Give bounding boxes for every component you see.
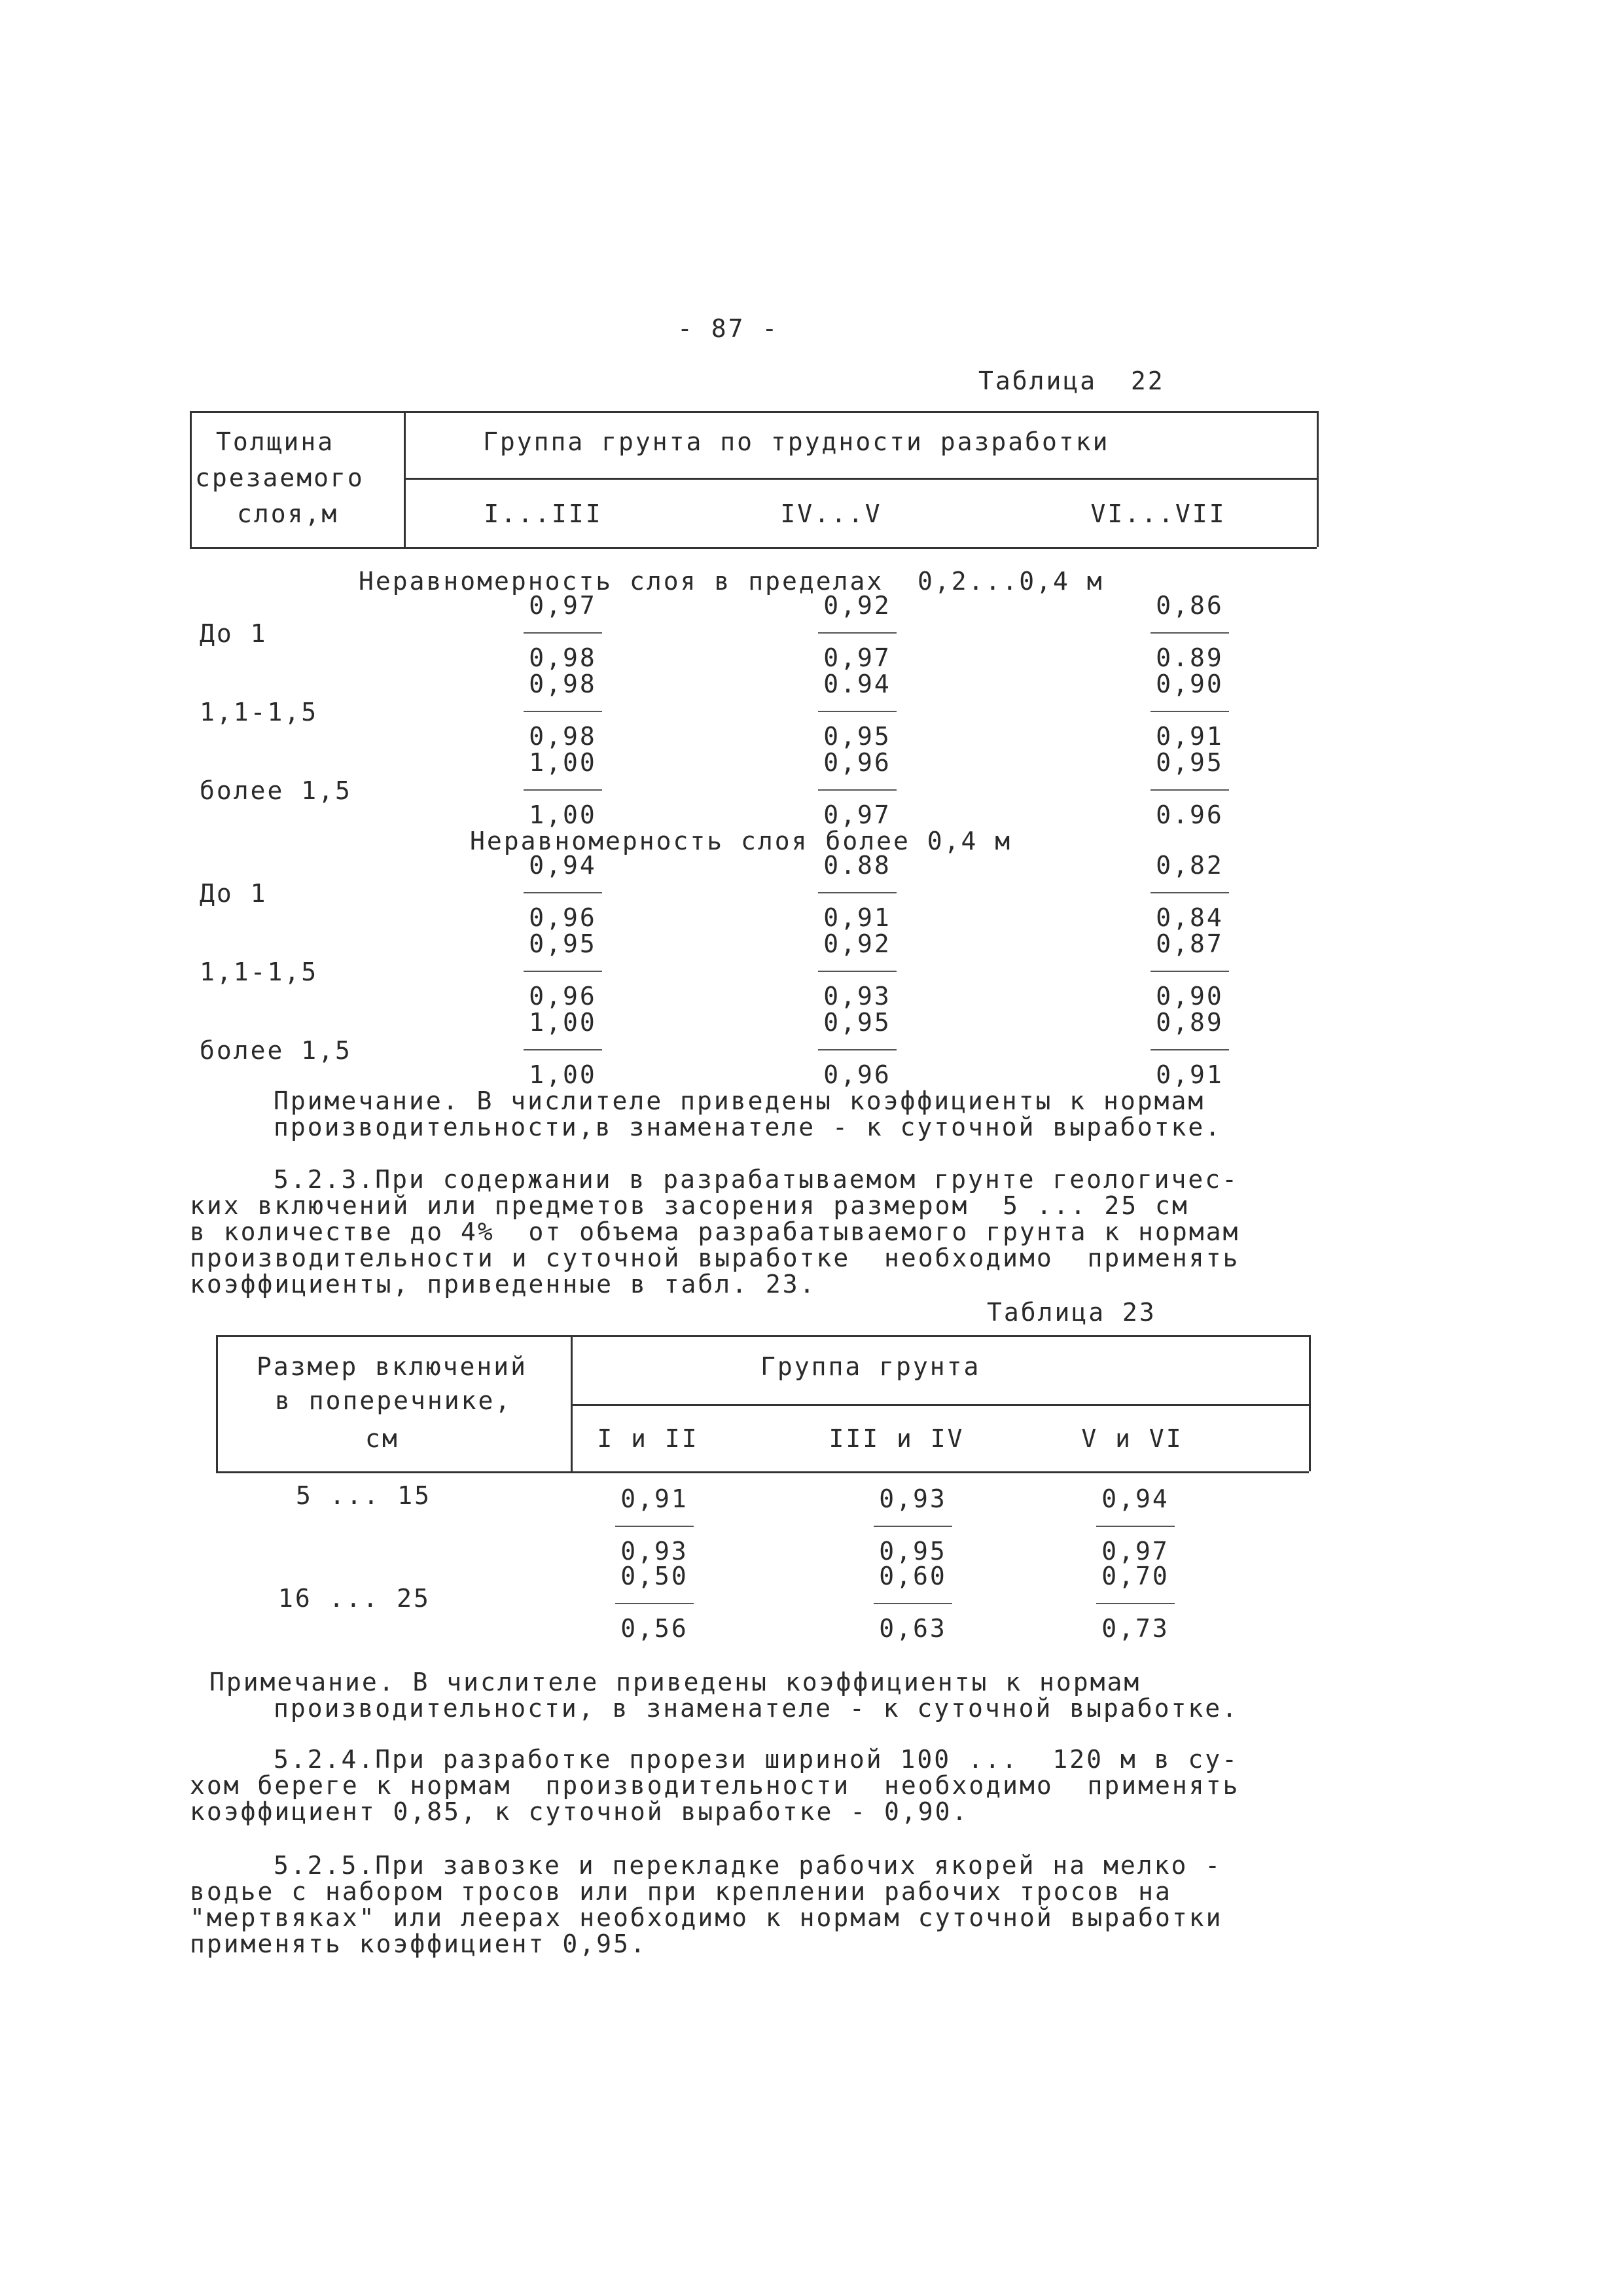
table23-note-line-1: Примечание. В числителе приведены коэффициенты к нормам (209, 1668, 1141, 1696)
row-label: более 1,5 (200, 1036, 352, 1065)
table23-group-2: III и IV (829, 1424, 965, 1453)
row-label: более 1,5 (200, 776, 352, 805)
table23-caption: Таблица 23 (987, 1298, 1156, 1327)
numerator: 0,92 (823, 929, 891, 958)
denominator: 0,96 (529, 982, 597, 1011)
numerator: 0.88 (823, 851, 891, 880)
para-524-line-1: 5.2.4.При разработке прорези шириной 100 ... 120 м в су- (274, 1745, 1240, 1774)
numerator: 0,97 (529, 591, 597, 620)
numerator: 0,89 (1156, 1008, 1224, 1037)
section-title: Неравномерность слоя в пределах 0,2...0,4 м (359, 567, 1104, 596)
numerator: 0,95 (529, 929, 597, 958)
table22-col1-head-1: Толщина (216, 427, 335, 456)
denominator: 0,97 (823, 643, 891, 672)
numerator: 0,90 (1156, 670, 1224, 698)
para-524-line-3: коэффициент 0,85, к суточной выработке - 0,90. (190, 1797, 969, 1826)
table22-group-1: I...III (484, 499, 603, 528)
denominator: 0,90 (1156, 982, 1224, 1011)
denominator: 0,97 (1101, 1537, 1169, 1566)
row-label: 16 ... 25 (278, 1584, 431, 1613)
para-525-line-2: водье с набором тросов или при креплении рабочих тросов на (190, 1877, 1172, 1906)
denominator: 0,93 (823, 982, 891, 1011)
numerator: 0,92 (823, 591, 891, 620)
numerator: 1,00 (529, 748, 597, 777)
denominator: 0,95 (879, 1537, 947, 1566)
section-title: Неравномерность слоя более 0,4 м (470, 827, 1012, 855)
para-525-line-4: применять коэффициент 0,95. (190, 1929, 647, 1958)
table22-col1-head-3: слоя,м (237, 499, 339, 528)
numerator: 0,86 (1156, 591, 1224, 620)
numerator: 0,96 (823, 748, 891, 777)
denominator: 0,56 (620, 1614, 688, 1643)
denominator: 1,00 (529, 800, 597, 829)
numerator: 0,94 (1101, 1484, 1169, 1513)
numerator: 0,94 (529, 851, 597, 880)
table23-group-head: Группа грунта (760, 1352, 981, 1381)
numerator: 0,93 (879, 1484, 947, 1513)
numerator: 0.94 (823, 670, 891, 698)
denominator: 0,73 (1101, 1614, 1169, 1643)
numerator: 0,95 (1156, 748, 1224, 777)
denominator: 0,84 (1156, 903, 1224, 932)
denominator: 0,91 (1156, 722, 1224, 751)
para-523-line-4: производительности и суточной выработке необходимо применять (190, 1244, 1240, 1272)
denominator: 0.89 (1156, 643, 1224, 672)
denominator: 0,96 (529, 903, 597, 932)
page-number: - 87 - (677, 314, 779, 343)
para-525-line-3: "мертвяках" или леерах необходимо к нормам суточной выработки (190, 1903, 1223, 1932)
table22-group-head: Группа грунта по трудности разработки (483, 427, 1110, 456)
denominator: 0,98 (529, 643, 597, 672)
table23-col1-head-1: Размер включений (257, 1352, 528, 1381)
table22-group-2: IV...V (780, 499, 882, 528)
table22-caption: Таблица 22 (978, 367, 1165, 395)
para-523-line-3: в количестве до 4% от объема разрабатываемого грунта к нормам (190, 1217, 1240, 1246)
numerator: 0,91 (620, 1484, 688, 1513)
row-label: 1,1-1,5 (200, 698, 319, 726)
denominator: 0,97 (823, 800, 891, 829)
para-523-line-5: коэффициенты, приведенные в табл. 23. (190, 1270, 817, 1299)
denominator: 0,63 (879, 1614, 947, 1643)
table23-note-line-2: производительности, в знаменателе - к суточной выработке. (274, 1694, 1240, 1723)
table22-note-line-1: Примечание. В числителе приведены коэффициенты к нормам (274, 1086, 1205, 1115)
table23-col1-head-2: в поперечнике, (275, 1386, 512, 1415)
denominator: 0,93 (620, 1537, 688, 1566)
numerator: 1,00 (529, 1008, 597, 1037)
table22-group-3: VI...VII (1090, 499, 1226, 528)
numerator: 0,95 (823, 1008, 891, 1037)
para-525-line-1: 5.2.5.При завозке и перекладке рабочих якорей на мелко - (274, 1851, 1222, 1880)
denominator: 1,00 (529, 1060, 597, 1089)
table23-col1-head-3: см (365, 1424, 399, 1453)
numerator: 0,50 (620, 1562, 688, 1590)
numerator: 0,82 (1156, 851, 1224, 880)
denominator: 0,91 (823, 903, 891, 932)
denominator: 0.96 (1156, 800, 1224, 829)
para-524-line-2: хом береге к нормам производительности необходимо применять (190, 1771, 1240, 1800)
row-label: До 1 (200, 879, 268, 908)
row-label: 1,1-1,5 (200, 958, 319, 986)
table23-group-3: V и VI (1081, 1424, 1183, 1453)
para-523-line-2: ких включений или предметов засорения размером 5 ... 25 см (190, 1191, 1189, 1220)
numerator: 0,87 (1156, 929, 1224, 958)
denominator: 0,98 (529, 722, 597, 751)
table22-col1-head-2: срезаемого (195, 463, 365, 492)
para-523-line-1: 5.2.3.При содержании в разрабатываемом грунте геологичес- (274, 1165, 1240, 1194)
numerator: 0,70 (1101, 1562, 1169, 1590)
denominator: 0,95 (823, 722, 891, 751)
row-label: До 1 (200, 619, 268, 648)
numerator: 0,98 (529, 670, 597, 698)
row-label: 5 ... 15 (296, 1481, 432, 1510)
denominator: 0,96 (823, 1060, 891, 1089)
denominator: 0,91 (1156, 1060, 1224, 1089)
table23-group-1: I и II (597, 1424, 699, 1453)
table22-note-line-2: производительности,в знаменателе - к суточной выработке. (274, 1113, 1222, 1141)
numerator: 0,60 (879, 1562, 947, 1590)
